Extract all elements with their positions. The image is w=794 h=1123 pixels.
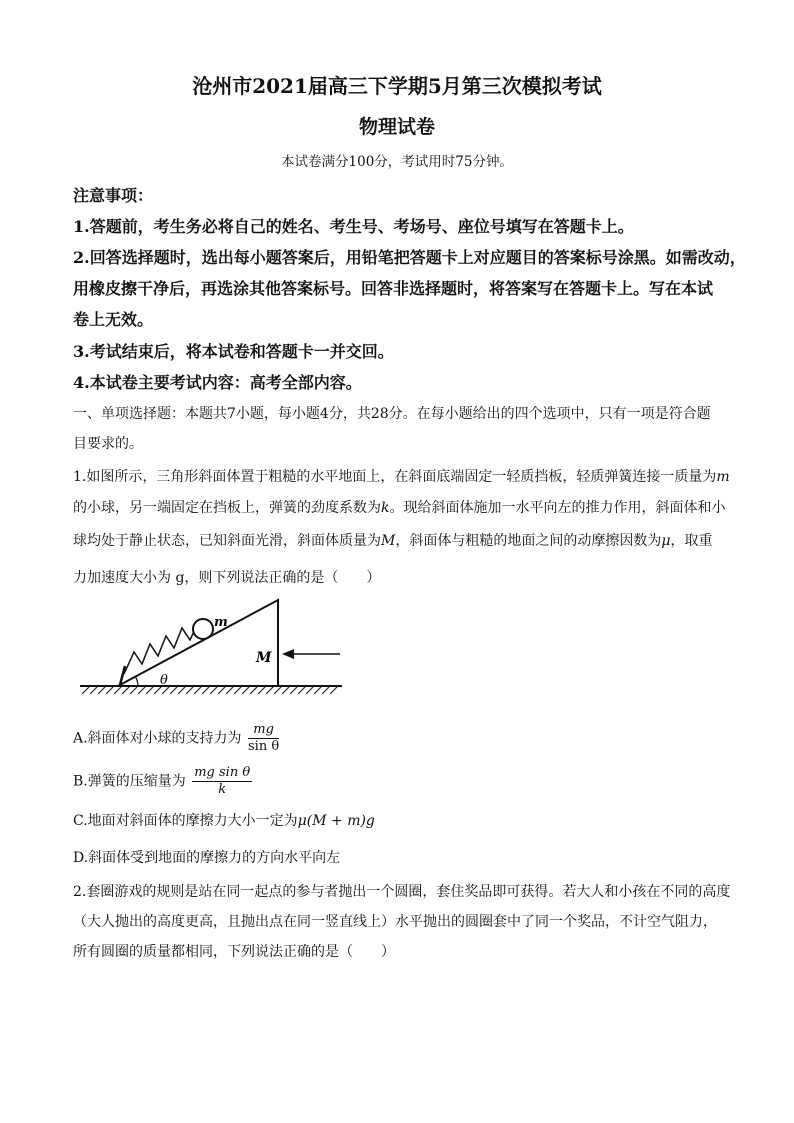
q2-line-1: 2.套圈游戏的规则是站在同一起点的参与者抛出一个圆圈，套住奖品即可获得。若大人和小孩在不同的高度 (73, 884, 731, 900)
option-a-text: A.斜面体对小球的支持力为 (73, 730, 242, 747)
q1-var-k: k (381, 500, 390, 516)
section-heading-line-2: 目要求的。 (73, 436, 143, 452)
incline-block (118, 600, 278, 686)
option-b-fraction (192, 765, 252, 798)
q1-line-3-text-b: ，斜面体与粗糙的地面之间的动摩擦因数为 (395, 533, 662, 549)
exam-subtitle: 物理试卷 (358, 116, 435, 138)
q1-line-2 (73, 497, 733, 517)
label-M: M (256, 650, 272, 666)
exam-info: 本试卷满分100分，考试用时75分钟。 (281, 154, 513, 170)
q1-var-m: m (716, 469, 730, 485)
option-b-denominator: k (218, 782, 227, 797)
option-a-fraction (248, 722, 279, 755)
q1-option-d: D.斜面体受到地面的摩擦力的方向水平向左 (73, 850, 341, 866)
q1-option-c (73, 810, 733, 830)
note-item-3: 3.考试结束后，将本试卷和答题卡一并交回。 (73, 342, 394, 361)
note-item-2-line-3: 卷上无效。 (73, 310, 154, 329)
push-arrow-head (282, 649, 294, 659)
q2-line-3: 所有圆圈的质量都相同，下列说法正确的是（ ） (73, 944, 395, 960)
note-item-1: 1.答题前，考生务必将自己的姓名、考生号、考场号、座位号填写在答题卡上。 (73, 217, 634, 236)
q1-line-3 (73, 530, 733, 550)
q1-line-1 (73, 466, 733, 486)
label-theta: θ (160, 673, 168, 688)
q1-var-mu: μ (661, 533, 671, 549)
q1-line-3-text-c: ，取重 (670, 533, 713, 549)
note-item-2-line-2: 用橡皮擦干净后，再选涂其他答案标号。回答非选择题时，将答案写在答题卡上。写在本试 (73, 279, 714, 298)
option-a-numerator: mg (248, 722, 279, 739)
q1-line-4: 力加速度大小为 g，则下列说法正确的是（ ） (73, 570, 381, 586)
option-a-denominator: sin θ (248, 739, 280, 754)
q1-line-1-text: 1.如图所示，三角形斜面体置于粗糙的水平地面上，在斜面底端固定一轻质挡板，轻质弹簧连接一质量为 (73, 469, 717, 485)
notes-heading: 注意事项： (73, 186, 154, 205)
angle-arc (135, 676, 138, 686)
option-c-formula: μ(M + m)g (297, 813, 375, 829)
option-b-text: B.弹簧的压缩量为 (73, 773, 186, 790)
q1-option-a (73, 722, 733, 755)
q2-line-2: （大人抛出的高度更高，且抛出点在同一竖直线上）水平抛出的圆圈套中了同一个奖品，不计空气阻力， (73, 914, 717, 930)
label-m: m (214, 615, 228, 630)
ground-hatching (82, 686, 338, 694)
option-c-text: C.地面对斜面体的摩擦力大小一定为 (73, 813, 298, 829)
note-item-2-line-1: 2.回答选择题时，选出每小题答案后，用铅笔把答题卡上对应题目的答案标号涂黑。如需改动， (73, 248, 746, 267)
q1-line-2-text-a: 的小球，另一端固定在挡板上，弹簧的劲度系数为 (73, 500, 381, 516)
q1-line-3-text-a: 球均处于静止状态，已知斜面光滑，斜面体质量为 (73, 533, 381, 549)
ball (193, 619, 213, 639)
q1-line-2-text-b: 。现给斜面体施加一水平向左的推力作用，斜面体和小 (389, 500, 726, 516)
section-heading-line-1: 一、单项选择题：本题共7小题，每小题4分，共28分。在每小题给出的四个选项中，只有一项是符合题 (73, 406, 711, 422)
note-item-4: 4.本试卷主要考试内容：高考全部内容。 (73, 373, 362, 392)
option-b-numerator: mg sin θ (194, 765, 251, 780)
exam-title: 沧州市2021届高三下学期5月第三次模拟考试 (192, 74, 602, 98)
q1-figure (78, 592, 358, 704)
q1-var-M: M (381, 533, 396, 549)
q1-option-b (73, 765, 733, 798)
